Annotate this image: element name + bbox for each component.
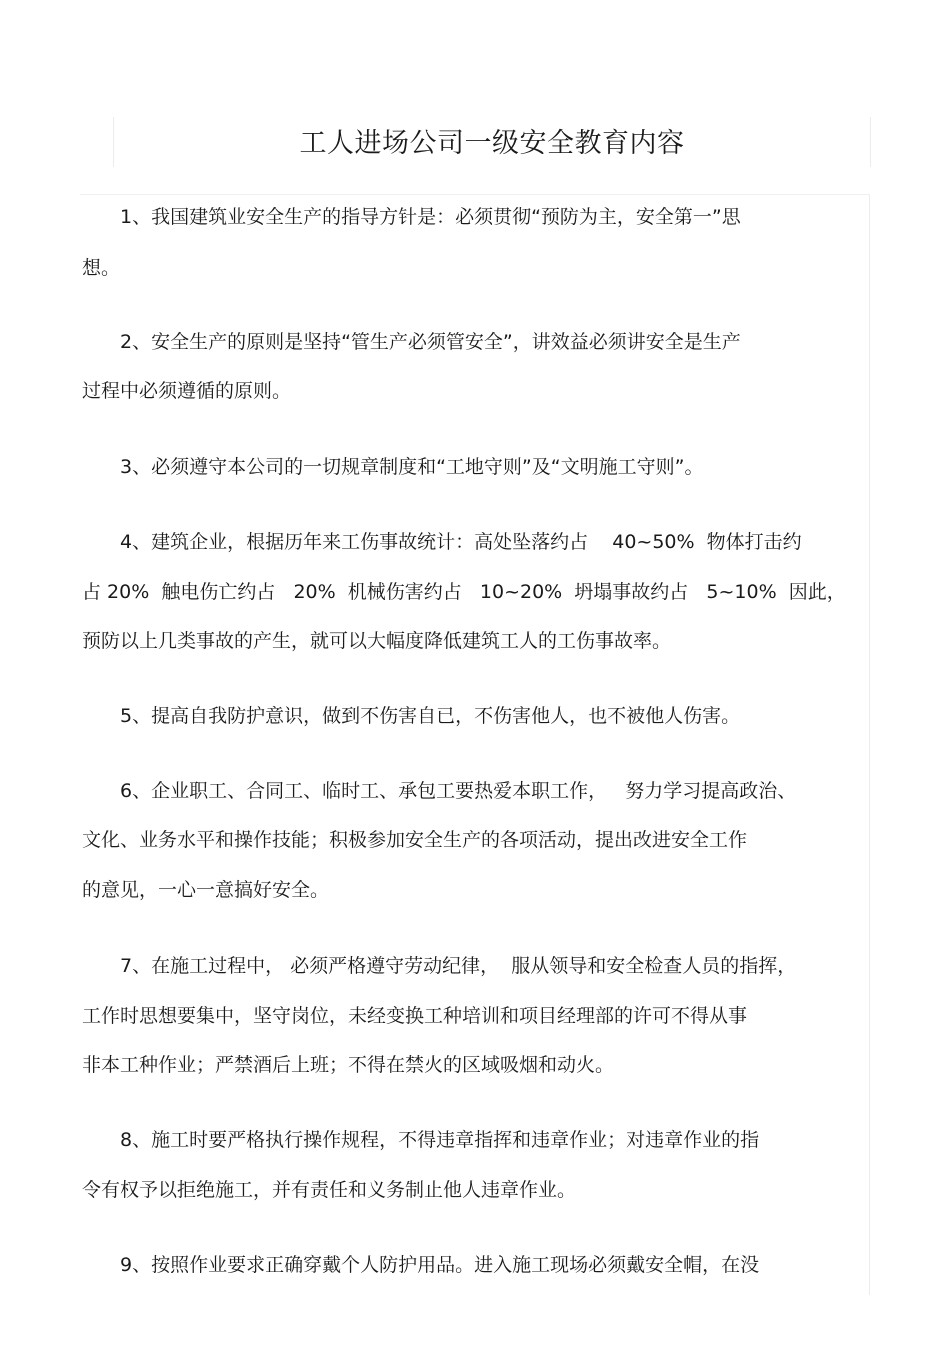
paragraph-4-line-3: 预防以上几类事故的产生，就可以大幅度降低建筑工人的工伤事故率。: [82, 630, 672, 652]
title-box: [113, 117, 871, 167]
paragraph-6-line-1: 6、企业职工、合同工、临时工、承包工要热爱本职工作， 努力学习提高政治、: [120, 780, 797, 802]
paragraph-4-line-2: 占 20% 触电伤亡约占 20% 机械伤害约占 10~20% 坍塌事故约占 5~10% 因此，: [82, 581, 846, 603]
paragraph-2-line-2: 过程中必须遵循的原则。: [82, 380, 292, 402]
document-title: 工人进场公司一级安全教育内容: [299, 128, 685, 159]
paragraph-2-line-1: 2、安全生产的原则是坚持“管生产必须管安全”，讲效益必须讲安全是生产: [120, 331, 741, 353]
paragraph-6-line-3: 的意见，一心一意搞好安全。: [82, 879, 330, 901]
paragraph-7-line-3: 非本工种作业；严禁酒后上班；不得在禁火的区域吸烟和动火。: [82, 1054, 615, 1076]
paragraph-8-line-2: 令有权予以拒绝施工，并有责任和义务制止他人违章作业。: [82, 1179, 577, 1201]
paragraph-7-line-1: 7、在施工过程中， 必须严格遵守劳动纪律， 服从领导和安全检查人员的指挥，: [120, 955, 797, 977]
paragraph-7-line-2: 工作时思想要集中，坚守岗位，未经变换工种培训和项目经理部的许可不得从事: [82, 1005, 748, 1027]
paragraph-9-line-1: 9、按照作业要求正确穿戴个人防护用品。进入施工现场必须戴安全帽，在没: [120, 1254, 760, 1276]
paragraph-5-line-1: 5、提高自我防护意识，做到不伤害自已，不伤害他人，也不被他人伤害。: [120, 705, 741, 727]
paragraph-3-line-1: 3、必须遵守本公司的一切规章制度和“工地守则”及“文明施工守则”。: [120, 456, 704, 478]
paragraph-8-line-1: 8、施工时要严格执行操作规程，不得违章指挥和违章作业；对违章作业的指: [120, 1129, 760, 1151]
paragraph-4-line-1: 4、建筑企业，根据历年来工伤事故统计：高处坠落约占 40~50% 物体打击约: [120, 531, 802, 553]
paragraph-1-line-1: 1、我国建筑业安全生产的指导方针是：必须贯彻“预防为主，安全第一”思: [120, 206, 741, 228]
paragraph-1-line-2: 想。: [82, 257, 121, 279]
paragraph-6-line-2: 文化、业务水平和操作技能；积极参加安全生产的各项活动，提出改进安全工作: [82, 829, 748, 851]
